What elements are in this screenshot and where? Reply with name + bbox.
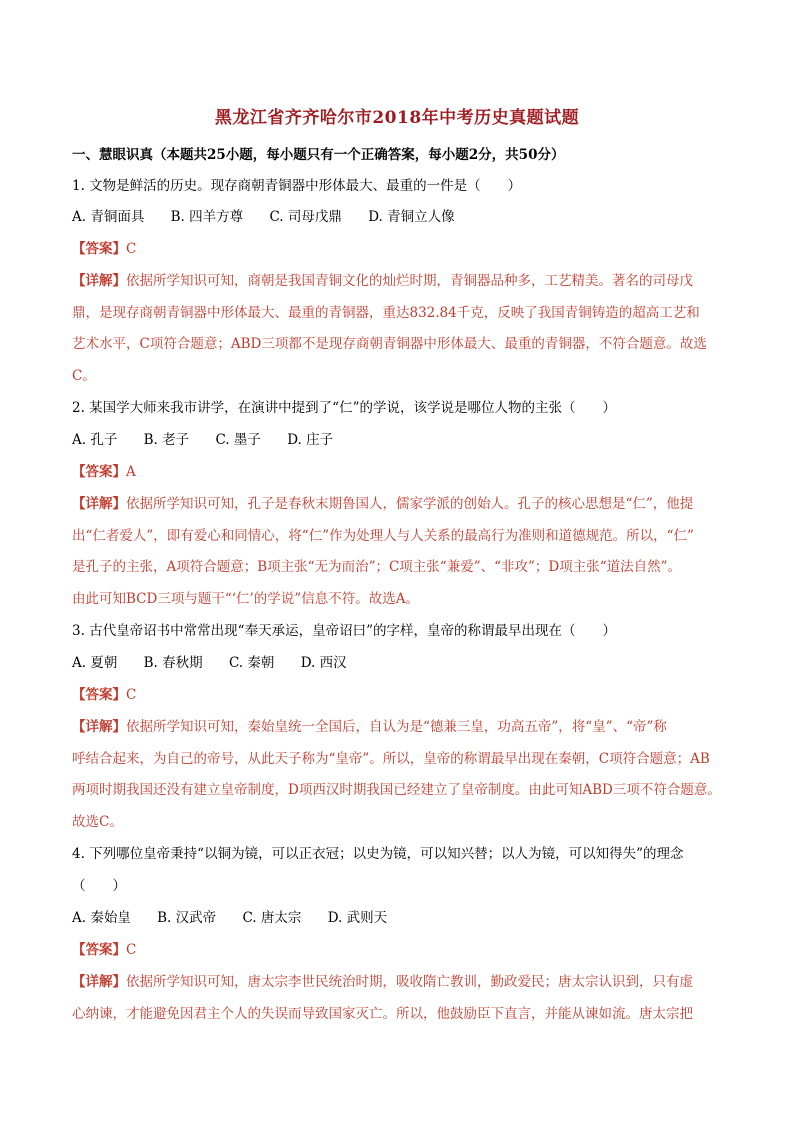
- answer-value: C: [126, 942, 137, 958]
- document-title: 黑龙江省齐齐哈尔市2018年中考历史真题试题: [214, 108, 580, 128]
- question-3-answer: [72, 686, 728, 704]
- option-c: C. 司母戊鼎: [269, 209, 342, 225]
- option-d: D. 青铜立人像: [368, 209, 455, 225]
- option-d: D. 武则天: [327, 910, 388, 926]
- option-c: C. 秦朝: [228, 655, 275, 671]
- question-1-detail-line: 鼎，是现存商朝青铜器中形体最大、最重的青铜器，重达832.84千克，反映了我国青铜铸造的超高工艺和: [72, 305, 700, 321]
- answer-label: 【答案】: [72, 942, 126, 958]
- question-3-stem: 3. 古代皇帝诏书中常常出现“奉天承运，皇帝诏曰”的字样，皇帝的称谓最早出现在（ ）: [72, 623, 616, 639]
- question-2-detail-line: 由此可知BCD三项与题干“‘仁’的学说”信息不符。故选A。: [72, 591, 419, 607]
- answer-label: 【答案】: [72, 687, 126, 703]
- question-3-detail-line: 故选C。: [72, 814, 123, 830]
- option-c: C. 唐太宗: [242, 910, 302, 926]
- answer-value: A: [126, 464, 136, 480]
- question-4-detail-line: [72, 973, 728, 991]
- question-4-stem-cont: （ ）: [72, 878, 126, 894]
- option-a: A. 秦始皇: [72, 910, 131, 926]
- question-1-answer: [72, 240, 728, 258]
- detail-text: 依据所学知识可知，孔子是春秋末期鲁国人，儒家学派的创始人。孔子的核心思想是“仁”，他提: [126, 496, 694, 512]
- section-heading: 一、慧眼识真（本题共25小题，每小题只有一个正确答案，每小题2分，共50分）: [72, 147, 565, 163]
- question-1-options: [72, 208, 728, 226]
- question-4-detail-line: 心纳谏，才能避免因君主个人的失误而导致国家灭亡。所以，他鼓励臣下直言，并能从谏如流。唐太宗把: [72, 1006, 693, 1022]
- question-2-answer: [72, 463, 728, 481]
- question-1-detail-line: [72, 272, 728, 290]
- option-b: B. 汉武帝: [157, 910, 217, 926]
- question-2-detail-line: 出“仁者爱人”，即有爱心和同情心，将“仁”作为处理人与人关系的最高行为准则和道德规范。所以，“仁”: [72, 528, 694, 544]
- detail-label: 【详解】: [72, 496, 126, 512]
- question-2-detail-line: 是孔子的主张，A项符合题意；B项主张“无为而治”；C项主张“兼爱”、“非攻”；D项主张“道法自然”。: [72, 559, 682, 575]
- question-3-options: [72, 654, 728, 672]
- question-1-detail-line: C。: [72, 368, 96, 384]
- option-d: D. 西汉: [300, 655, 347, 671]
- question-4-options: [72, 909, 728, 927]
- option-a: A. 夏朝: [72, 655, 118, 671]
- question-2-detail-line: [72, 495, 728, 513]
- option-a: A. 青铜面具: [72, 209, 145, 225]
- question-1-stem: 1. 文物是鲜活的历史。现存商朝青铜器中形体最大、最重的一件是（ ）: [72, 178, 522, 194]
- detail-label: 【详解】: [72, 719, 126, 735]
- option-a: A. 孔子: [72, 432, 118, 448]
- option-b: B. 四羊方尊: [170, 209, 244, 225]
- option-b: B. 春秋期: [143, 655, 203, 671]
- detail-text: 依据所学知识可知，唐太宗李世民统治时期，吸收隋亡教训，勤政爱民；唐太宗认识到，只有虚: [126, 974, 693, 990]
- question-3-detail-line: [72, 718, 728, 736]
- option-d: D. 庄子: [287, 432, 334, 448]
- detail-label: 【详解】: [72, 273, 126, 289]
- detail-label: 【详解】: [72, 974, 126, 990]
- answer-label: 【答案】: [72, 241, 126, 257]
- answer-value: C: [126, 241, 137, 257]
- detail-text: 依据所学知识可知，商朝是我国青铜文化的灿烂时期，青铜器品种多，工艺精美。著名的司母戊: [126, 273, 693, 289]
- question-3-detail-line: 两项时期我国还没有建立皇帝制度，D项西汉时期我国已经建立了皇帝制度。由此可知ABD三项不符合题意。: [72, 782, 721, 798]
- question-3-detail-line: 呼结合起来，为自己的帝号，从此天子称为“皇帝”。所以，皇帝的称谓最早出现在秦朝，C项符合题意；AB: [72, 751, 710, 767]
- question-4-answer: [72, 941, 728, 959]
- question-4-stem: 4. 下列哪位皇帝秉持“以铜为镜，可以正衣冠；以史为镜，可以知兴替；以人为镜，可以知得失”的理念: [72, 846, 684, 862]
- answer-label: 【答案】: [72, 464, 126, 480]
- option-c: C. 墨子: [215, 432, 261, 448]
- question-1-detail-line: 艺术水平，C项符合题意；ABD三项都不是现存商朝青铜器中形体最大、最重的青铜器，不符合题意。故选: [72, 336, 707, 352]
- detail-text: 依据所学知识可知，秦始皇统一全国后，自认为是“德兼三皇，功高五帝”，将“皇”、“帝”称: [126, 719, 667, 735]
- option-b: B. 老子: [143, 432, 190, 448]
- question-2-options: [72, 431, 728, 449]
- question-2-stem: 2. 某国学大师来我市讲学，在演讲中提到了“仁”的学说，该学说是哪位人物的主张（ ）: [72, 400, 616, 416]
- answer-value: C: [126, 687, 137, 703]
